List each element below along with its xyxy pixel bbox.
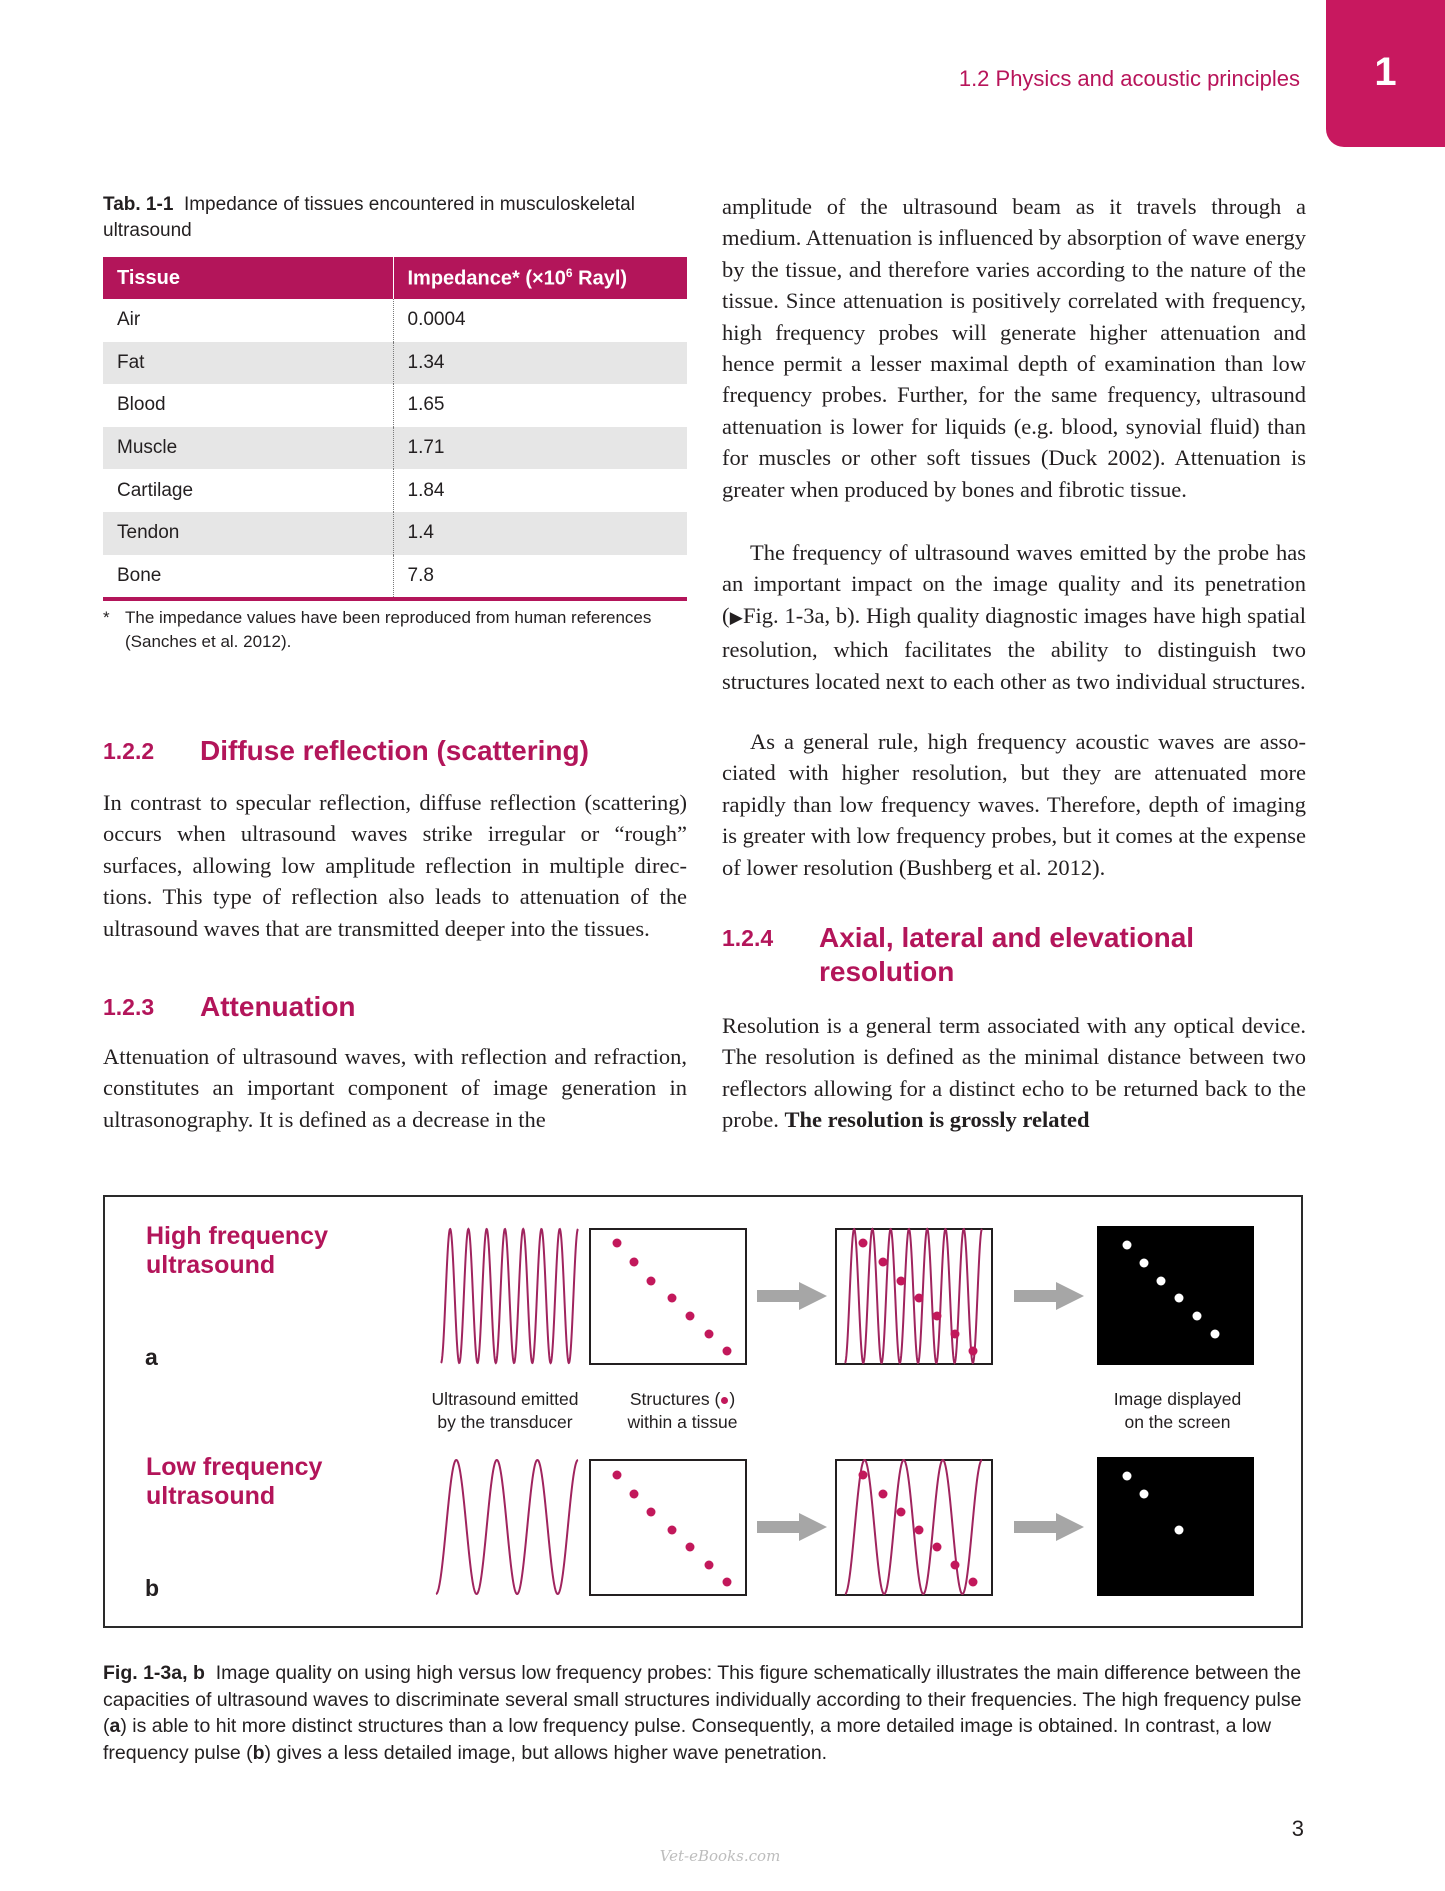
high-frequency-label: High frequency ultrasound bbox=[146, 1222, 328, 1279]
table-caption-text: Impedance of tissues encountered in musculoskeletal ultrasound bbox=[103, 194, 635, 241]
process-arrow bbox=[757, 1513, 827, 1541]
paragraph-attenuation: Attenuation of ultrasound waves, with reflection and refraction, constitutes an important component of image generation in ultrasonography. It is defined as a decrease in the bbox=[103, 1044, 687, 1132]
structure-dot bbox=[897, 1508, 906, 1517]
paragraph-bold-text: The resolution is grossly related bbox=[784, 1107, 1090, 1133]
structure-dot bbox=[686, 1312, 695, 1321]
structure-dot bbox=[630, 1490, 639, 1499]
structure-dot bbox=[859, 1239, 868, 1248]
paragraph-diffuse-reflection: In contrast to specular reflection, diffuse reflection (scattering) occurs when ultrasound waves strike irregular or “rough” surfaces, allowing low amplitude reflection in multiple directions. This type of reflection also leads to attenuation of the ultrasound waves that are transmitted deeper into the tissues. bbox=[103, 790, 687, 941]
low-frequency-label: Low frequency ultrasound bbox=[146, 1453, 323, 1510]
panel-letter-a: a bbox=[145, 1344, 158, 1370]
impedance-cell: 1.4 bbox=[393, 512, 687, 555]
structure-dot bbox=[668, 1526, 677, 1535]
impedance-cell: 7.8 bbox=[393, 555, 687, 600]
echo-dot bbox=[1175, 1294, 1184, 1303]
tissue-cell: Fat bbox=[103, 342, 393, 385]
impedance-cell: 1.71 bbox=[393, 427, 687, 470]
screen-image-low bbox=[1097, 1457, 1254, 1596]
running-head: 1.2 Physics and acoustic principles bbox=[958, 66, 1300, 91]
structure-dot bbox=[915, 1294, 924, 1303]
tissue-cell: Muscle bbox=[103, 427, 393, 470]
structure-dot bbox=[705, 1561, 714, 1570]
structure-dot bbox=[859, 1471, 868, 1480]
figure-caption-text: ) gives a less detailed image, but allows higher wave penetration. bbox=[264, 1741, 828, 1764]
structure-dot bbox=[647, 1277, 656, 1286]
figure-caption-text: ) is able to hit more distinct structures than a low frequency pulse. Consequently, a more detailed image is obtained. In contrast, a low frequency pulse ( bbox=[103, 1715, 1272, 1764]
structure-dot bbox=[969, 1347, 978, 1356]
echo-dot bbox=[1175, 1526, 1184, 1535]
paragraph-text: The frequency of ultrasound waves emitted by the probe has an important impact on the image quality and its penetration ( bbox=[722, 540, 1306, 628]
structure-dot bbox=[933, 1312, 942, 1321]
figure-caption-label: Fig. 1-3a, b bbox=[103, 1662, 205, 1684]
structure-dot bbox=[951, 1330, 960, 1339]
impedance-header-text: Impedance* (×10 bbox=[407, 267, 566, 290]
structure-dot bbox=[613, 1239, 622, 1248]
figure-caption-text: Image quality on using high versus low frequency probes: This figure schematically illustrates the main difference between the capacities of ultrasound waves to discriminate several small structures individually according to their frequencies. The high frequency pulse ( bbox=[103, 1662, 1302, 1737]
structure-dot bbox=[668, 1294, 677, 1303]
structure-dot bbox=[969, 1578, 978, 1587]
echo-dot bbox=[1140, 1259, 1149, 1268]
structure-dot bbox=[686, 1543, 695, 1552]
table-label: Tab. 1-1 bbox=[103, 194, 174, 215]
paragraph-text: ). High quality diagnostic images have high spatial resolution, which facilitates the ability to distinguish two structures located next to each other as two individual structures. bbox=[722, 602, 1307, 694]
panel-letter-b: b bbox=[145, 1575, 160, 1601]
section-number: 1.2.2 bbox=[103, 738, 155, 764]
structure-dot bbox=[915, 1526, 924, 1535]
structure-dot bbox=[897, 1277, 906, 1286]
tissue-box bbox=[590, 1460, 746, 1595]
structure-dot bbox=[933, 1543, 942, 1552]
tissue-cell: Cartilage bbox=[117, 479, 194, 501]
high-frequency-wave bbox=[441, 1229, 578, 1363]
echo-dot bbox=[1157, 1277, 1166, 1286]
section-title: Attenuation bbox=[200, 991, 356, 1022]
structure-dot bbox=[879, 1490, 888, 1499]
section-number: 1.2.4 bbox=[722, 925, 774, 951]
section-title: Axial, lateral and elevational resolution bbox=[819, 922, 1195, 987]
structure-dot bbox=[647, 1508, 656, 1517]
caption-image-displayed: Image displayed on the screen bbox=[1113, 1389, 1242, 1432]
caption-structures-text: Structures ( bbox=[629, 1389, 721, 1409]
structure-dot bbox=[951, 1561, 960, 1570]
section-number: 1.2.3 bbox=[103, 994, 155, 1020]
structure-dot bbox=[613, 1471, 622, 1480]
structure-dot bbox=[705, 1330, 714, 1339]
figure-caption bbox=[103, 1660, 1303, 1766]
figure-reference: Fig. 1-3a, b bbox=[743, 602, 848, 628]
impedance-cell: 1.65 bbox=[393, 384, 687, 427]
tissue-cell: Air bbox=[117, 309, 141, 331]
tissue-cell: Bone bbox=[103, 555, 393, 600]
process-arrow bbox=[1014, 1282, 1084, 1310]
paragraph-text: Resolution is a general term associated with any optical device. The resolution is defined as the minimal distance between two reflectors allowing for a distinct echo to be returned back to the probe. bbox=[722, 1013, 1306, 1133]
process-arrow bbox=[1014, 1513, 1084, 1541]
figure-caption-panel-a: a bbox=[109, 1715, 121, 1737]
impedance-cell: 0.0004 bbox=[393, 299, 687, 342]
caption-structures-text-end: ) within a tissue bbox=[627, 1389, 738, 1432]
column-header-tissue: Tissue bbox=[103, 257, 393, 299]
page-number: 3 bbox=[1291, 1816, 1304, 1841]
tissue-cell: Tendon bbox=[103, 512, 393, 555]
impedance-exponent: 6 bbox=[565, 265, 573, 280]
chapter-number: 1 bbox=[1374, 50, 1397, 94]
tissue-cell: Blood bbox=[117, 394, 166, 416]
echo-dot bbox=[1193, 1312, 1202, 1321]
structure-dot bbox=[723, 1347, 732, 1356]
low-frequency-wave bbox=[436, 1460, 578, 1594]
high-frequency-wave-in-tissue bbox=[845, 1229, 982, 1363]
process-arrow bbox=[757, 1282, 827, 1310]
impedance-cell: 1.34 bbox=[393, 342, 687, 385]
echo-dot bbox=[1211, 1330, 1220, 1339]
impedance-cell: 1.84 bbox=[393, 469, 687, 512]
watermark-logo bbox=[640, 1842, 800, 1868]
structure-dot bbox=[723, 1578, 732, 1587]
watermark-text: Vet-eBooks.com bbox=[659, 1847, 781, 1865]
echo-dot bbox=[1123, 1241, 1132, 1250]
impedance-unit: Rayl) bbox=[572, 267, 628, 290]
structure-dot bbox=[630, 1258, 639, 1267]
footnote-mark: * bbox=[103, 608, 110, 627]
paragraph-resolution-rule: As a general rule, high frequency acoustic waves are associated with higher resolution, but they are attenuated more rapidly than low frequency waves. Therefore, depth of imaging is greater with low frequency probes, but it comes at the expense of lower resolution (Bushberg et al. 2012). bbox=[722, 729, 1306, 880]
caption-ultrasound-emitted: Ultrasound emitted by the transducer bbox=[431, 1389, 579, 1432]
echo-dot bbox=[1140, 1490, 1149, 1499]
low-frequency-wave-in-tissue bbox=[845, 1460, 982, 1594]
structure-dot bbox=[879, 1258, 888, 1267]
figure-reference-arrow: ▶ bbox=[729, 607, 743, 628]
figure-caption-panel-b: b bbox=[252, 1741, 265, 1764]
footnote-text: The impedance values have been reproduced from human references (Sanches et al. 2012). bbox=[125, 608, 652, 651]
paragraph-attenuation-continued: amplitude of the ultrasound beam as it travels through a medium. Attenuation is influenced by absorption of wave energy by the tissue, and therefore varies according to the nature of the tissue. Since attenuation is positively correlated with frequency, high frequency probes will generate higher attenuation and hence permit a lesser maximal depth of examination than low frequency probes. Further, for the same frequency, ultrasound attenuation is lower for liquids (e.g. blood, synovial fluid) than for muscles or other soft tissues (Duck 2002). Attenuation is greater when produced by bones and fibrotic tissue. bbox=[722, 194, 1306, 502]
section-title: Diffuse reflection (scattering) bbox=[200, 735, 589, 766]
echo-dot bbox=[1123, 1472, 1132, 1481]
